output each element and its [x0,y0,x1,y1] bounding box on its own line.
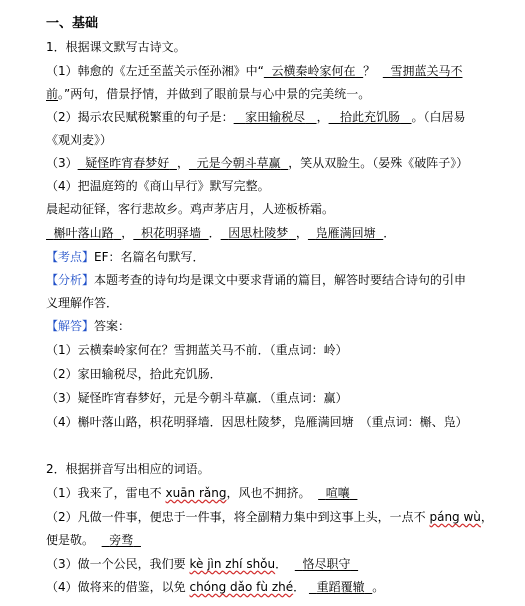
q1-item-3-suffix: ，笑从双脸生。（晏殊《破阵子》） [288,156,469,170]
jieda-tag: 【解答】 [46,319,95,333]
q1-item-2-blank-2: 拾此充饥肠 [340,110,401,124]
q2-item-1: （1）我来了，雷电不 xuān rǎng，风也不拥挤。 喧嚷 [46,486,357,500]
q2-item-2-answer: 旁骛 [109,533,134,547]
fenxi-line-2: 义理解作答． [46,296,119,310]
q2-item-2-pinyin: páng wù [429,510,481,524]
q2-item-1-pinyin: xuān rǎng [165,486,227,500]
q1-item-1-blank-1: 云横秦岭家何在 [271,64,356,78]
q2-item-4: （4）做将来的借鉴，以免 chóng dǎo fù zhé． 重蹈覆辙 。 [46,580,385,594]
answer-4: （4）槲叶落山路，枳花明驿墙．因思杜陵梦，凫雁满回塘 （重点词：槲、凫） [46,415,468,429]
q1-item-2-blank-1: 家田输税尽 [245,110,306,124]
question-2-title: 2．根据拼音写出相应的词语。 [46,462,210,476]
q2-item-2-line-2: 便是敬。 旁骛 [46,533,141,547]
fenxi-text-1: 本题考查的诗句均是课文中要求背诵的篇目，解答时要结合诗句的引申 [94,273,467,287]
q1-item-3: （3） 疑怪昨宵春梦好 ， 元是今朝斗草赢 ，笑从双脸生。（晏殊《破阵子》） [46,156,469,170]
q1-item-1-suffix: 。”两句，借景抒情，并做到了眼前景与心中景的完美统一。 [58,87,371,101]
q1-item-3-blank-2: 元是今朝斗草赢 [196,156,281,170]
answer-1: （1）云横秦岭家何在？雪拥蓝关马不前．（重点词：岭） [46,343,348,357]
kaodian-tag: 【考点】 [46,250,95,264]
q2-item-4-answer: 重蹈覆辙 [316,580,365,594]
poem-blank-2: 枳花明驿墙 [140,226,201,240]
q1-item-3-blank-1: 疑怪昨宵春梦好 [85,156,170,170]
poem-line-1: 晨起动征铎，客行悲故乡。鸡声茅店月，人迹板桥霜。 [46,202,335,216]
q2-item-2-line-1: （2）凡做一件事，便忠于一件事，将全副精力集中到这事上头，一点不 páng wù， [46,510,493,524]
jieda-line [46,319,130,333]
poem-blank-4: 凫雁满回塘 [315,226,376,240]
fenxi-tag: 【分析】 [46,273,95,287]
question-1-title: 1．根据课文默写古诗文。 [46,40,186,54]
poem-blank-3: 因思杜陵梦 [228,226,289,240]
q1-item-1-blank-2-continued: 前 [46,87,59,101]
jieda-text: 答案： [94,319,131,333]
kaodian-text: EF：名篇名句默写． [94,250,205,264]
q1-item-1-blank-2: 雪拥蓝关马不 [390,64,463,78]
q2-item-3: （3）做一个公民，我们要 kè jìn zhí shǒu． 恪尽职守 [46,557,358,571]
q2-item-4-pinyin: chóng dǎo fù zhé [189,580,294,594]
q1-item-4: （4）把温庭筠的《商山早行》默写完整。 [46,179,270,193]
q1-item-2-line-2: 《观刈麦》） [46,133,113,147]
answer-3: （3）疑怪昨宵春梦好，元是今朝斗草赢．（重点词：赢） [46,391,348,405]
kaodian-line [46,250,205,264]
fenxi-line-1 [46,273,466,287]
q1-item-2-suffix: 。（白居易 [411,110,466,124]
poem-blank-1: 槲叶落山路 [53,226,114,240]
q1-item-1-question-mark: ？ [363,64,376,78]
q2-item-3-pinyin: kè jìn zhí shǒu [189,557,276,571]
poem-line-2: 槲叶落山路 ， 枳花明驿墙 ． 因思杜陵梦 ， 凫雁满回塘 ． [46,226,395,240]
q1-item-1-prefix: （1）韩愈的《左迁至蓝关示侄孙湘》中“ [46,64,264,78]
q1-item-1-line-1 [46,64,462,78]
q1-item-2-prefix: （2）揭示农民赋税繁重的句子是： [46,110,234,124]
q1-item-2-line-1: （2）揭示农民赋税繁重的句子是： 家田输税尽 ， 拾此充饥肠 。（白居易 [46,110,466,124]
q1-item-1-line-2 [46,87,370,101]
section-title: 一、基础 [46,16,99,31]
q2-item-3-answer: 恪尽职守 [302,557,351,571]
q2-item-1-answer: 喧嚷 [325,486,350,500]
answer-2: （2）家田输税尽，拾此充饥肠． [46,367,222,381]
